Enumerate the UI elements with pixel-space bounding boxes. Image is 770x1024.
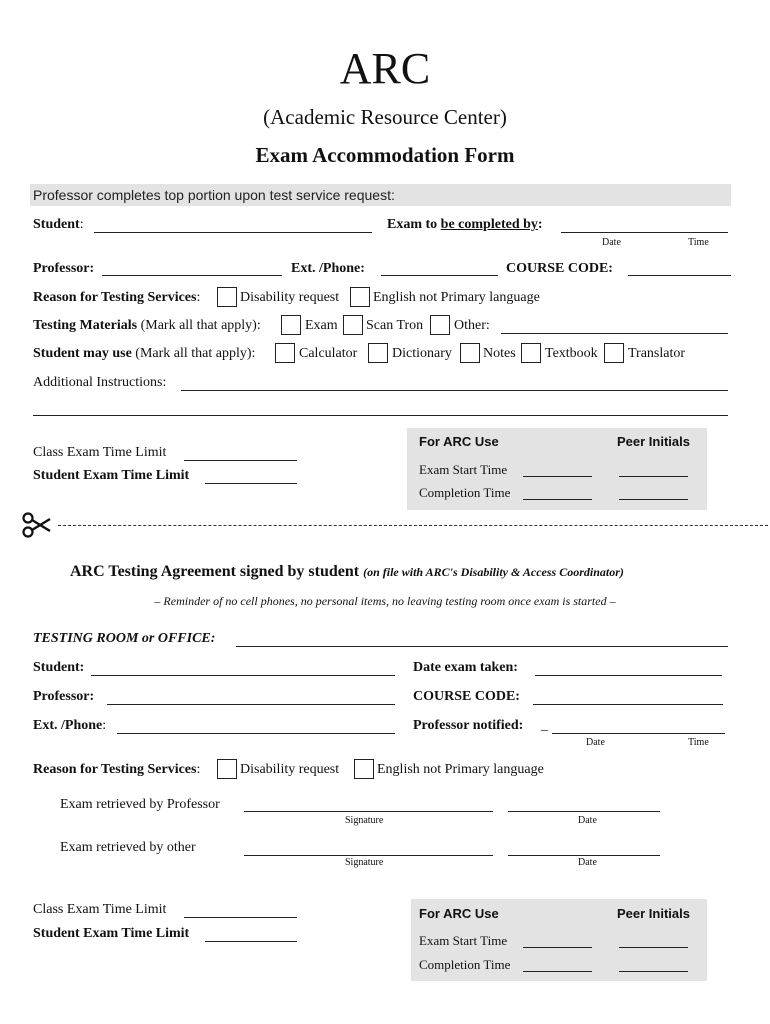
cut-line	[58, 525, 768, 526]
professor-field[interactable]	[102, 275, 282, 276]
completion-label: Completion Time	[419, 485, 511, 500]
bottom-exam-start-label: Exam Start Time	[419, 933, 508, 948]
bottom-class-limit-label: Class Exam Time Limit	[33, 902, 167, 917]
additional-field-2[interactable]	[33, 415, 728, 416]
bottom-course-label: COURSE CODE:	[413, 689, 520, 704]
notified-label: Professor notified:	[413, 718, 524, 733]
exam-start-peer-field[interactable]	[619, 476, 688, 477]
bottom-student-field[interactable]	[91, 675, 395, 676]
calculator-checkbox[interactable]	[275, 343, 295, 363]
banner-text: Professor completes top portion upon test service request:	[33, 187, 395, 203]
bottom-student-label: Student:	[33, 660, 85, 675]
date-caption-2: Date	[578, 857, 597, 868]
calculator-label: Calculator	[299, 346, 358, 361]
retrieved-professor-signature[interactable]	[244, 811, 493, 812]
notified-dash: _	[541, 718, 548, 733]
professor-label: Professor:	[33, 261, 95, 276]
signature-caption-1: Signature	[345, 815, 384, 826]
bottom-ext-label: Ext. /Phone:	[33, 718, 107, 733]
exam-start-field[interactable]	[523, 476, 592, 477]
student-limit-field[interactable]	[205, 483, 297, 484]
completion-field[interactable]	[523, 499, 592, 500]
reason-label: Reason for Testing Services:	[33, 290, 201, 305]
testing-room-label: TESTING ROOM or OFFICE:	[33, 631, 216, 646]
bottom-english-label: English not Primary language	[377, 762, 544, 777]
scantron-label: Scan Tron	[366, 318, 424, 333]
bottom-course-field[interactable]	[533, 704, 723, 705]
date-caption-1: Date	[578, 815, 597, 826]
exam-completed-field[interactable]	[561, 232, 728, 233]
translator-checkbox[interactable]	[604, 343, 624, 363]
signature-caption-2: Signature	[345, 857, 384, 868]
bottom-class-limit-field[interactable]	[184, 917, 297, 918]
bottom-peer-initials-title: Peer Initials	[617, 906, 690, 921]
english-checkbox[interactable]	[350, 287, 370, 307]
form-title: Exam Accommodation Form	[255, 143, 515, 167]
course-code-field[interactable]	[628, 275, 731, 276]
bottom-disability-checkbox[interactable]	[217, 759, 237, 779]
notified-field[interactable]	[552, 733, 725, 734]
bottom-ext-field[interactable]	[117, 733, 395, 734]
peer-initials-title: Peer Initials	[617, 434, 690, 449]
reminder-text: – Reminder of no cell phones, no personal items, no leaving testing room once exam is started –	[154, 594, 616, 608]
bottom-student-limit-label: Student Exam Time Limit	[33, 926, 190, 941]
notes-label: Notes	[483, 346, 516, 361]
english-label: English not Primary language	[373, 290, 540, 305]
exam-start-label: Exam Start Time	[419, 462, 508, 477]
disability-checkbox[interactable]	[217, 287, 237, 307]
textbook-checkbox[interactable]	[521, 343, 541, 363]
exam-completed-label: Exam to be completed by:	[387, 217, 543, 232]
bottom-english-checkbox[interactable]	[354, 759, 374, 779]
bottom-completion-label: Completion Time	[419, 957, 511, 972]
student-label: Student:	[33, 217, 84, 232]
exam-checkbox[interactable]	[281, 315, 301, 335]
class-limit-label: Class Exam Time Limit	[33, 445, 167, 460]
bottom-disability-label: Disability request	[240, 762, 340, 777]
dictionary-label: Dictionary	[392, 346, 452, 361]
arc-use-title: For ARC Use	[419, 434, 499, 449]
subtitle: (Academic Resource Center)	[263, 105, 507, 129]
textbook-label: Textbook	[545, 346, 598, 361]
bottom-arc-use-title: For ARC Use	[419, 906, 499, 921]
other-label: Other:	[454, 318, 490, 333]
student-field[interactable]	[94, 232, 372, 233]
completion-peer-field[interactable]	[619, 499, 688, 500]
testing-room-field[interactable]	[236, 646, 728, 647]
bottom-professor-label: Professor:	[33, 689, 95, 704]
bottom-student-limit-field[interactable]	[205, 941, 297, 942]
retrieved-other-label: Exam retrieved by other	[60, 840, 196, 855]
materials-label: Testing Materials (Mark all that apply):	[33, 318, 261, 333]
notified-time-caption: Time	[688, 737, 709, 748]
bottom-completion-peer-field[interactable]	[619, 971, 688, 972]
dictionary-checkbox[interactable]	[368, 343, 388, 363]
additional-label: Additional Instructions:	[33, 375, 167, 390]
class-limit-field[interactable]	[184, 460, 297, 461]
arc-title: ARC	[339, 44, 431, 93]
date-taken-field[interactable]	[535, 675, 722, 676]
disability-label: Disability request	[240, 290, 340, 305]
scantron-checkbox[interactable]	[343, 315, 363, 335]
scissors-icon	[22, 512, 52, 538]
bottom-exam-start-field[interactable]	[523, 947, 592, 948]
translator-label: Translator	[628, 346, 686, 361]
course-code-label: COURSE CODE:	[506, 261, 613, 276]
retrieved-professor-date[interactable]	[508, 811, 660, 812]
retrieved-other-date[interactable]	[508, 855, 660, 856]
agreement-title: ARC Testing Agreement signed by student (on file with ARC's Disability & Access Coordinator)	[70, 563, 624, 580]
notified-date-caption: Date	[586, 737, 605, 748]
other-field[interactable]	[501, 333, 728, 334]
date-caption: Date	[602, 237, 621, 248]
retrieved-other-signature[interactable]	[244, 855, 493, 856]
notes-checkbox[interactable]	[460, 343, 480, 363]
bottom-professor-field[interactable]	[107, 704, 395, 705]
retrieved-professor-label: Exam retrieved by Professor	[60, 797, 220, 812]
ext-phone-label: Ext. /Phone:	[291, 261, 365, 276]
date-taken-label: Date exam taken:	[413, 660, 518, 675]
student-limit-label: Student Exam Time Limit	[33, 468, 190, 483]
time-caption: Time	[688, 237, 709, 248]
may-use-label: Student may use (Mark all that apply):	[33, 346, 256, 361]
bottom-reason-label: Reason for Testing Services:	[33, 762, 201, 777]
ext-phone-field[interactable]	[381, 275, 498, 276]
other-checkbox[interactable]	[430, 315, 450, 335]
bottom-completion-field[interactable]	[523, 971, 592, 972]
bottom-exam-start-peer-field[interactable]	[619, 947, 688, 948]
exam-label: Exam	[305, 318, 338, 333]
additional-field-1[interactable]	[181, 390, 728, 391]
